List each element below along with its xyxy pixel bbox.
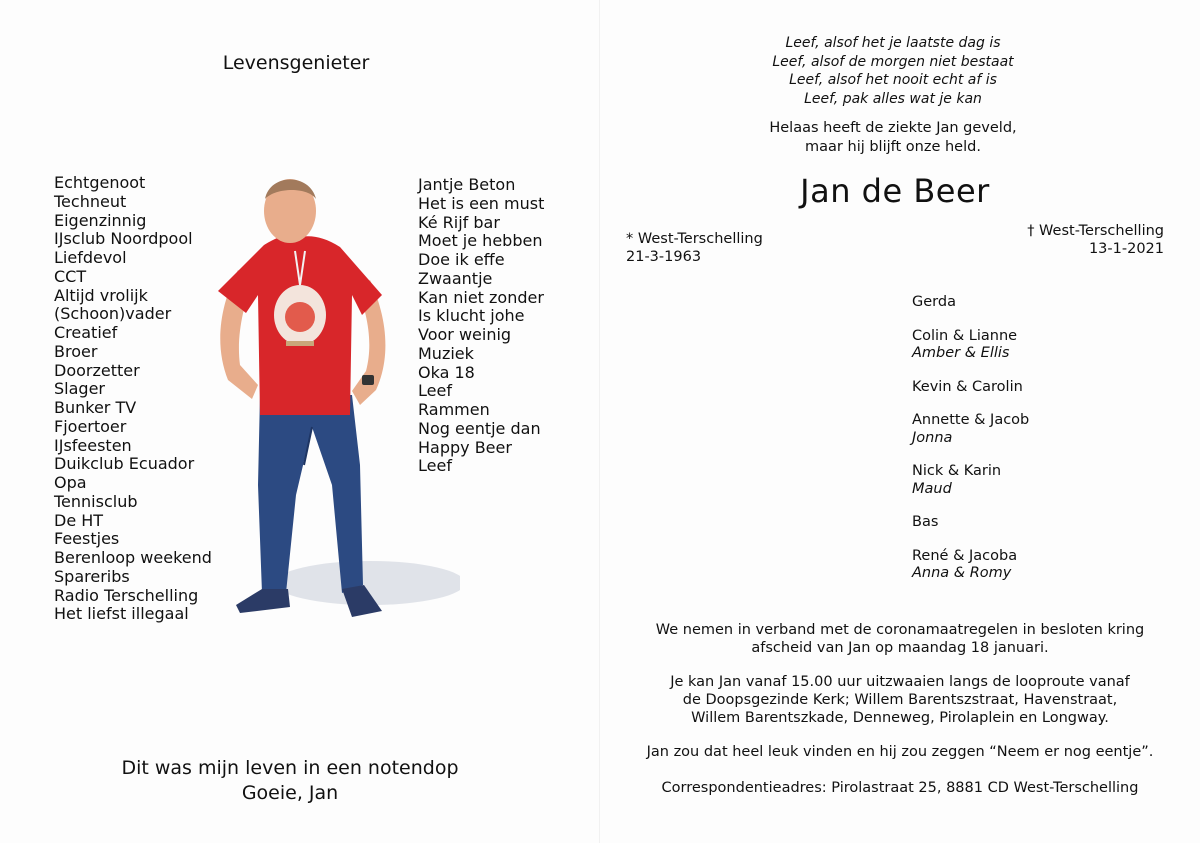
list-item: Rammen <box>418 400 490 419</box>
paragraph-line: afscheid van Jan op maandag 18 januari. <box>751 640 1049 656</box>
list-item: CCT <box>54 266 87 286</box>
list-item: Moet je hebben <box>418 231 543 251</box>
list-item: Techneut <box>54 191 127 211</box>
death-date: 13-1-2021 <box>1088 241 1164 257</box>
family-group <box>912 328 1132 363</box>
helaas-text <box>738 119 1048 157</box>
family-list <box>912 294 1132 599</box>
family-sub: Jonna <box>912 429 953 446</box>
list-item: Voor weinig <box>418 325 512 344</box>
list-item: Jantje Beton <box>418 175 516 194</box>
list-item: Happy Beer <box>418 437 512 457</box>
family-sub: Anna & Romy <box>912 565 1012 581</box>
list-item: (Schoon)vader <box>54 304 172 324</box>
list-item: De HT <box>54 510 104 530</box>
list-item: Het liefst illegaal <box>54 604 189 624</box>
family-main: Colin & Lianne <box>912 327 1018 344</box>
deceased-name: Jan de Beer <box>800 172 990 210</box>
list-item: Duikclub Ecuador <box>54 454 195 474</box>
family-sub: Amber & Ellis <box>912 345 1010 361</box>
closing-text <box>80 756 500 806</box>
family-main: Annette & Jacob <box>912 412 1030 428</box>
left-page-title: Levensgenieter <box>222 52 370 74</box>
helaas-line: maar hij blijft onze held. <box>805 139 981 155</box>
family-group <box>912 463 1132 498</box>
list-item: IJsclub Noordpool <box>54 229 193 249</box>
paragraph-line: Je kan Jan vanaf 15.00 uur uitzwaaien langs de looproute vanaf <box>670 674 1130 690</box>
poem-line: Leef, alsof het je laatste dag is <box>785 35 1001 51</box>
family-group <box>912 379 1132 397</box>
list-item: IJsfeesten <box>54 435 132 455</box>
poem <box>748 34 1038 108</box>
birth-date: 21-3-1963 <box>626 249 702 265</box>
ceremony-paragraph <box>620 621 1180 657</box>
closing-line-1: Dit was mijn leven in een notendop <box>121 757 459 779</box>
poem-line: Leef, alsof de morgen niet bestaat <box>772 53 1014 70</box>
list-item: Eigenzinnig <box>54 210 147 230</box>
list-item: Ké Rijf bar <box>418 212 500 232</box>
death-place: † West-Terschelling <box>1027 223 1164 239</box>
paragraph-line: Willem Barentszkade, Denneweg, Pirolaplein en Longway. <box>691 710 1109 726</box>
helaas-line: Helaas heeft de ziekte Jan geveld, <box>769 120 1017 136</box>
family-group <box>912 294 1132 312</box>
family-main: Gerda <box>912 294 956 310</box>
list-item: Leef <box>418 456 452 476</box>
list-item: Creatief <box>54 323 118 342</box>
death-info <box>1000 222 1164 258</box>
list-item: Bunker TV <box>54 398 137 417</box>
poem-line: Leef, alsof het nooit echt af is <box>789 72 997 88</box>
quote-paragraph: Jan zou dat heel leuk vinden en hij zou zeggen “Neem er nog eentje”. <box>646 744 1154 760</box>
list-item: Muziek <box>418 343 474 363</box>
list-item: Spareribs <box>54 566 130 586</box>
birth-place: * West-Terschelling <box>626 231 763 247</box>
family-main: Bas <box>912 514 939 530</box>
list-item: Doorzetter <box>54 360 140 380</box>
list-item: Feestjes <box>54 529 120 549</box>
family-group <box>912 514 1132 532</box>
family-sub: Maud <box>912 480 952 497</box>
birth-info <box>626 230 763 266</box>
list-item: Berenloop weekend <box>54 548 212 567</box>
list-item: Zwaantje <box>418 268 493 288</box>
list-item: Doe ik effe <box>418 250 505 269</box>
traits-list-right <box>418 176 544 476</box>
family-group <box>912 412 1132 447</box>
list-item: Leef <box>418 381 452 401</box>
list-item: Liefdevol <box>54 248 127 267</box>
list-item: Fjoertoer <box>54 416 127 436</box>
family-group <box>912 548 1132 583</box>
family-main: René & Jacoba <box>912 547 1018 564</box>
list-item: Opa <box>54 473 87 492</box>
paragraph-line: We nemen in verband met de coronamaatregelen in besloten kring <box>655 622 1145 638</box>
correspondence-address: Correspondentieadres: Pirolastraat 25, 8881 CD West-Terschelling <box>661 780 1139 796</box>
list-item: Oka 18 <box>418 362 475 382</box>
list-item: Het is een must <box>418 193 545 213</box>
list-item: Tennisclub <box>54 491 138 511</box>
list-item: Is klucht johe <box>418 306 525 326</box>
jeans <box>258 395 363 593</box>
poem-line: Leef, pak alles wat je kan <box>804 90 982 107</box>
list-item: Nog eentje dan <box>418 418 541 438</box>
paragraph-line: de Doopsgezinde Kerk; Willem Barentszstraat, Havenstraat, <box>682 692 1118 708</box>
route-paragraph <box>620 673 1180 727</box>
list-item: Echtgenoot <box>54 173 146 192</box>
closing-line-2: Goeie, Jan <box>241 782 339 804</box>
list-item: Kan niet zonder <box>418 287 544 307</box>
list-item: Altijd vrolijk <box>54 285 148 305</box>
family-main: Nick & Karin <box>912 463 1002 479</box>
list-item: Radio Terschelling <box>54 585 199 605</box>
shoe-left <box>236 589 290 613</box>
list-item: Slager <box>54 379 105 399</box>
list-item: Broer <box>54 341 98 361</box>
traits-list-left <box>54 174 212 624</box>
family-main: Kevin & Carolin <box>912 378 1023 395</box>
